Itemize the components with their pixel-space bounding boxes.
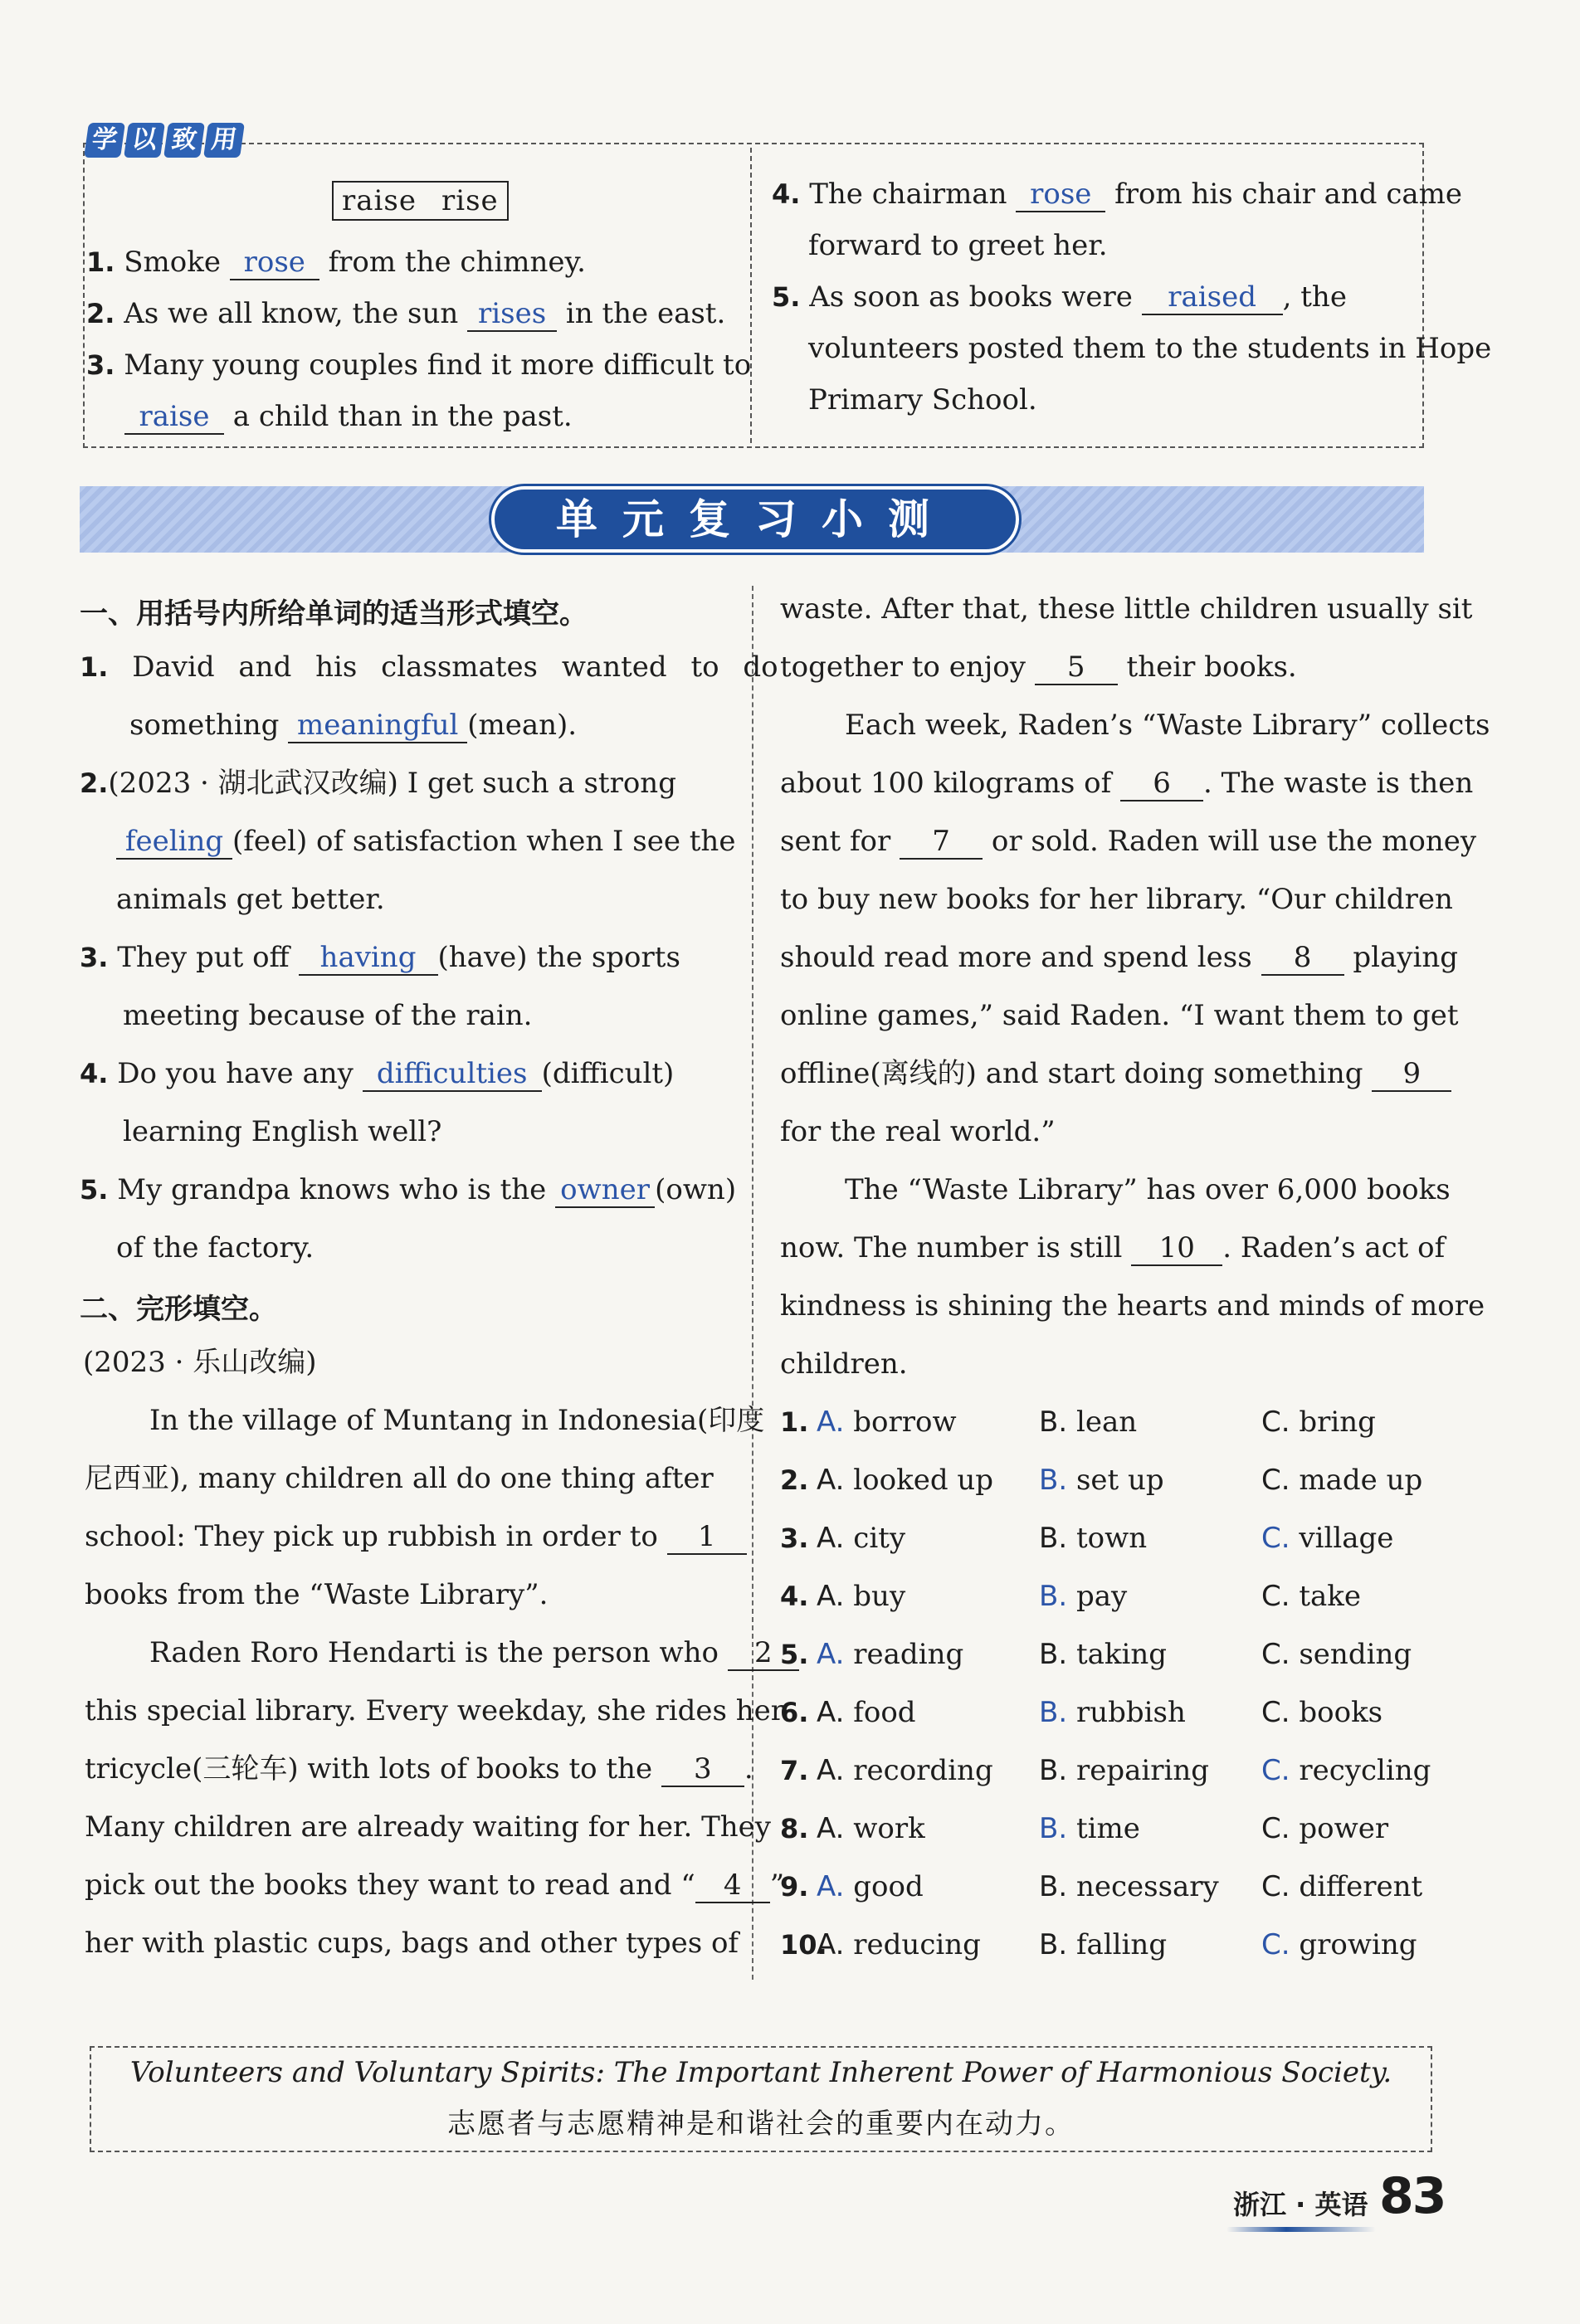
option-text: food [853,1696,916,1729]
option-a[interactable] [817,1462,993,1498]
cloze-blank[interactable]: 5 [1035,650,1118,685]
passage-text: playing [1343,941,1458,974]
passage-line [780,1230,1445,1266]
item-number: 3. [80,942,109,973]
option-text: different [1299,1870,1423,1903]
part1-item-1-cont [129,707,577,743]
passage-text: about 100 kilograms of [780,767,1121,800]
item-text: Do you have any [108,1057,363,1090]
option-text: made up [1299,1464,1423,1497]
option-letter: A. [817,1812,854,1845]
option-letter: C. [1261,1812,1300,1845]
option-c[interactable] [1261,1520,1393,1557]
option-a[interactable] [817,1636,963,1673]
option-text: reading [853,1638,964,1671]
option-row [780,1520,1394,1557]
part1-heading: 一、用括号内所给单词的适当形式填空。 [80,597,588,631]
item-text: meeting because of the rain. [123,999,533,1032]
option-letter: C. [1261,1638,1300,1671]
option-text: village [1299,1522,1394,1555]
passage-line [780,649,1297,685]
apply-item-4-cont [808,227,1108,264]
passage-line [85,1867,784,1903]
cloze-blank[interactable]: 8 [1261,941,1344,976]
option-text: city [853,1522,906,1555]
option-number: 6. [780,1697,809,1728]
item-number: 3. [86,349,115,381]
option-letter: A. [817,1522,854,1555]
answer-blank[interactable]: rose [1016,178,1105,212]
option-c[interactable] [1261,1810,1388,1847]
option-a[interactable] [817,1520,905,1557]
item-text: As soon as books were [800,280,1142,314]
cloze-blank[interactable]: 1 [667,1520,747,1555]
option-letter: A. [817,1638,854,1671]
passage-text: pick out the books they want to read and “ [85,1868,695,1902]
option-letter: C. [1261,1522,1300,1555]
option-letter: B. [1039,1406,1076,1439]
apply-column-divider [750,148,752,443]
option-number: 3. [780,1523,809,1554]
option-c[interactable] [1261,1868,1422,1905]
passage-line [85,1809,771,1845]
option-text: books [1299,1696,1383,1729]
passage-line [780,765,1473,801]
option-letter: A. [817,1696,854,1729]
item-text: from the chimney. [319,246,586,279]
section-banner-title: 单元复习小测 [491,486,1019,553]
option-b[interactable] [1039,1520,1147,1557]
item-text: Primary School. [808,383,1037,417]
answer-blank[interactable]: feeling [116,825,232,860]
option-b[interactable] [1039,1868,1219,1905]
item-text: (have) the sports [437,941,680,974]
option-letter: B. [1039,1696,1076,1729]
option-a[interactable] [817,1752,993,1789]
passage-text: offline(离线的) and start doing something [780,1057,1373,1090]
passage-line [780,823,1476,860]
item-number: 5. [80,1174,109,1206]
part1-item-2-cont [116,881,385,918]
option-text: time [1075,1812,1140,1845]
option-number: 7. [780,1755,809,1786]
option-text: borrow [853,1406,957,1439]
answer-blank[interactable]: rose [230,246,319,280]
passage-line [149,1402,764,1439]
part2-heading: 二、完形填空。 [80,1293,277,1326]
page-subject-label: 浙江 · 英语 [1233,2189,1368,2220]
option-number: 5. [780,1639,809,1670]
answer-blank[interactable]: raised [1142,280,1283,315]
item-text: a child than in the past. [224,400,573,433]
option-b[interactable] [1039,1752,1209,1789]
apply-item-3 [86,347,751,383]
passage-line [780,1288,1485,1324]
item-number: 5. [772,281,801,313]
option-b[interactable] [1039,1404,1137,1440]
option-text: recording [853,1754,993,1787]
option-text: good [853,1870,924,1903]
part1-item-2-cont [116,823,735,860]
option-row [780,1752,1431,1789]
passage-line [780,997,1459,1034]
option-letter: C. [1261,1870,1300,1903]
option-number: 4. [780,1581,809,1612]
option-number: 2. [780,1464,809,1496]
cloze-blank[interactable]: 9 [1372,1057,1451,1092]
tag-char: 以 [124,123,165,158]
option-text: necessary [1075,1870,1219,1903]
passage-text: waste. After that, these little children usually sit [780,592,1473,626]
part1-item-3-cont [123,997,532,1034]
option-letter: A. [817,1754,854,1787]
item-text: My grandpa knows who is the [108,1173,556,1206]
option-letter: A. [817,1580,854,1613]
page-number: 83 [1379,2167,1446,2225]
option-b[interactable] [1039,1636,1167,1673]
option-letter: B. [1039,1812,1076,1845]
passage-line [149,1635,799,1671]
passage-line [85,1460,714,1497]
part1-item-4 [80,1055,674,1092]
option-letter: C. [1261,1928,1300,1961]
option-text: growing [1299,1928,1417,1961]
option-text: falling [1075,1928,1168,1961]
item-number: 2. [86,298,115,329]
option-c[interactable] [1261,1578,1361,1615]
passage-line [85,1576,548,1613]
cloze-blank[interactable]: 3 [661,1752,744,1787]
cloze-blank[interactable]: 6 [1120,767,1203,801]
passage-text: her with plastic cups, bags and other types of [85,1927,739,1960]
option-text: pay [1075,1580,1128,1613]
item-text: (mean). [467,709,578,742]
apply-item-3-cont [124,398,573,435]
option-text: repairing [1075,1754,1210,1787]
item-text: in the east. [557,297,726,330]
item-number: 2. [80,767,109,799]
passage-text: sent for [780,825,900,858]
option-text: power [1299,1812,1389,1845]
passage-text: their books. [1117,650,1297,684]
passage-line [780,1055,1451,1092]
passage-text: The “Waste Library” has over 6,000 books [845,1173,1451,1206]
item-text: animals get better. [116,883,385,916]
item-text: (feel) of satisfaction when I see the [232,825,736,858]
option-text: sending [1299,1638,1412,1671]
option-letter: A. [817,1870,854,1903]
passage-text: or sold. Raden will use the money [983,825,1477,858]
option-letter: C. [1261,1406,1300,1439]
apply-item-1 [86,244,586,280]
page-label-underline [1226,2227,1376,2232]
option-text: work [853,1812,925,1845]
option-row [780,1636,1412,1673]
option-row [780,1404,1376,1440]
part1-item-5 [80,1172,736,1208]
item-number: 4. [772,178,801,210]
answer-blank[interactable]: having [299,941,438,976]
option-letter: A. [817,1406,854,1439]
option-letter: B. [1039,1580,1076,1613]
motto-english: Volunteers and Voluntary Spirits: The Important Inherent Power of Harmonious Society. [129,2056,1392,2089]
passage-text: . [744,1752,753,1786]
option-letter: B. [1039,1870,1076,1903]
word-choice-box [332,181,509,221]
option-letter: B. [1039,1754,1076,1787]
cloze-blank[interactable]: 7 [900,825,983,860]
item-text: forward to greet her. [808,229,1108,262]
passage-line [85,1693,784,1729]
answer-blank[interactable]: meaningful [288,709,467,743]
passage-line [845,707,1490,743]
passage-text: children. [780,1347,908,1381]
passage-text: Many children are already waiting for her. They [85,1810,771,1844]
option-letter: B. [1039,1522,1076,1555]
answer-blank[interactable]: rises [467,297,557,332]
item-text: from his chair and came [1105,178,1463,211]
option-text: buy [853,1580,906,1613]
item-number: 1. [80,651,109,683]
apply-item-4 [772,176,1462,212]
answer-blank[interactable]: raise [124,400,224,435]
item-text: As we all know, the sun [115,297,468,330]
passage-line [780,591,1472,627]
apply-item-2 [86,295,725,332]
option-text: looked up [853,1464,994,1497]
option-a[interactable] [817,1868,924,1905]
option-b[interactable] [1039,1578,1127,1615]
item-text: Smoke [115,246,230,279]
passage-text: for the real world.” [780,1115,1056,1148]
passage-text: this special library. Every weekday, she rides her [85,1694,785,1727]
tag-char: 致 [163,123,205,158]
option-b[interactable] [1039,1462,1164,1498]
passage-line [845,1172,1451,1208]
option-c[interactable] [1261,1694,1382,1731]
passage-line [780,881,1453,918]
passage-text: Each week, Raden’s “Waste Library” collects [845,709,1490,742]
option-text: rubbish [1075,1696,1186,1729]
part2-source: (2023 · 乐山改编) [83,1346,317,1379]
word-choice: rise [441,184,499,217]
item-text: The chairman [800,178,1017,211]
part1-item-2 [80,765,676,801]
passage-text: books from the “Waste Library”. [85,1578,549,1611]
option-number: 1. [780,1406,809,1438]
apply-item-5-cont [808,382,1037,418]
passage-text: 尼西亚), many children all do one thing after [85,1462,714,1495]
passage-text: to buy new books for her library. “Our children [780,883,1453,916]
option-row [780,1810,1389,1847]
item-text: , the [1282,280,1347,314]
option-c[interactable] [1261,1636,1412,1673]
option-c[interactable] [1261,1752,1431,1789]
item-text: volunteers posted them to the students in Hope [808,332,1492,365]
passage-text: school: They pick up rubbish in order to [85,1520,667,1553]
apply-item-5-cont [808,330,1491,367]
item-text: learning English well? [123,1115,442,1148]
option-text: recycling [1299,1754,1431,1787]
passage-text: Raden Roro Hendarti is the person who [149,1636,728,1669]
option-number: 10. [780,1929,827,1961]
option-c[interactable] [1261,1927,1417,1963]
option-letter: B. [1039,1928,1076,1961]
passage-text: should read more and spend less [780,941,1261,974]
cloze-blank[interactable]: 10 [1131,1231,1222,1266]
part1-item-3 [80,939,680,976]
apply-item-5 [772,279,1347,315]
option-text: reducing [853,1928,981,1961]
tag-char: 用 [203,123,245,158]
option-a[interactable] [817,1578,905,1615]
option-letter: A. [817,1928,854,1961]
option-row [780,1462,1423,1498]
option-letter: C. [1261,1754,1300,1787]
item-text: They put off [108,941,299,974]
option-row [780,1927,1417,1963]
answer-blank[interactable]: difficulties [363,1057,542,1092]
option-b[interactable] [1039,1927,1167,1963]
word-choice: raise [342,184,417,217]
item-text: (difficult) [541,1057,675,1090]
item-text: something [129,709,289,742]
option-text: take [1299,1580,1362,1613]
passage-text: . Raden’s act of [1222,1231,1446,1264]
tag-char: 学 [84,123,125,158]
option-number: 9. [780,1871,809,1903]
motto-chinese: 志愿者与志愿精神是和谐社会的重要内在动力。 [447,2107,1075,2141]
passage-line [780,1346,908,1382]
passage-line [85,1518,747,1555]
passage-line [85,1751,753,1787]
passage-text: online games,” said Raden. “I want them to get [780,999,1459,1032]
option-b[interactable] [1039,1694,1186,1731]
passage-text: In the village of Muntang in Indonesia(印度 [149,1404,765,1437]
option-letter: C. [1261,1464,1300,1497]
option-row [780,1578,1362,1615]
option-letter: C. [1261,1696,1300,1729]
answer-blank[interactable]: owner [555,1173,655,1208]
item-number: 4. [80,1058,109,1089]
passage-line [780,939,1458,976]
option-row [780,1694,1383,1731]
cloze-blank[interactable]: 4 [695,1868,770,1903]
option-letter: C. [1261,1580,1300,1613]
option-letter: B. [1039,1638,1076,1671]
option-letter: A. [817,1464,854,1497]
option-text: bring [1299,1406,1376,1439]
option-text: lean [1075,1406,1138,1439]
passage-text: ” [769,1868,785,1902]
passage-text: kindness is shining the hearts and minds of more [780,1289,1485,1323]
part1-item-4-cont [123,1113,441,1150]
apply-practice-tag [86,123,242,158]
option-text: town [1075,1522,1148,1555]
item-text: (own) [655,1173,737,1206]
passage-text: . The waste is then [1203,767,1474,800]
part1-item-5-cont [116,1230,314,1266]
cloze-blank[interactable]: 2 [728,1636,799,1671]
item-text: (2023 · 湖北武汉改编) I get such a strong [108,767,676,800]
item-text: David and his classmates wanted to do [108,650,778,684]
passage-text: tricycle(三轮车) with lots of books to the [85,1752,661,1786]
option-number: 8. [780,1813,809,1844]
option-letter: B. [1039,1464,1076,1497]
item-number: 1. [86,246,115,278]
item-text: of the factory. [116,1231,315,1264]
passage-line [85,1925,739,1961]
option-a[interactable] [817,1927,981,1963]
option-c[interactable] [1261,1462,1422,1498]
passage-line [780,1113,1056,1150]
option-a[interactable] [817,1404,957,1440]
part1-item-1 [80,649,778,685]
passage-text: together to enjoy [780,650,1035,684]
option-c[interactable] [1261,1404,1376,1440]
option-b[interactable] [1039,1810,1140,1847]
passage-text: now. The number is still [780,1231,1132,1264]
option-text: taking [1075,1638,1168,1671]
item-text: Many young couples find it more difficult to [115,348,752,382]
option-a[interactable] [817,1810,925,1847]
option-row [780,1868,1423,1905]
option-text: set up [1075,1464,1164,1497]
option-a[interactable] [817,1694,916,1731]
